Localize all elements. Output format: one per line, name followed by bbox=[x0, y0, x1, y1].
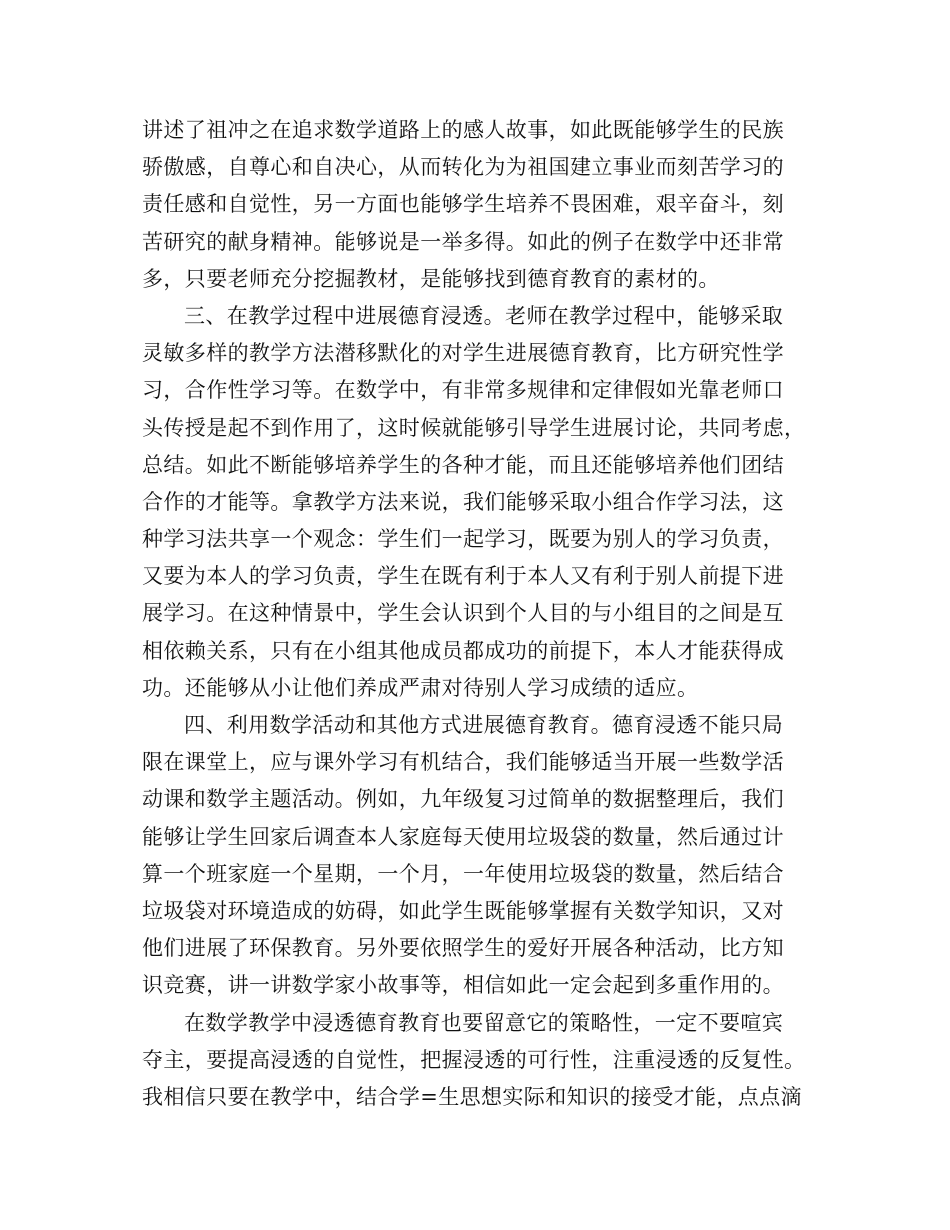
text-line: 功。还能够从小让他们养成严肃对待别人学习成绩的适应。 bbox=[142, 675, 699, 700]
body-text bbox=[142, 112, 822, 1116]
text-line: 算一个班家庭一个星期，一个月，一年使用垃圾袋的数量，然后结合 bbox=[142, 861, 784, 886]
paragraph-start-line: 四、利用数学活动和其他方式进展德育教育。德育浸透不能只局 bbox=[184, 713, 784, 737]
text-line: 种学习法共享一个观念：学生们一起学习，既要为别人的学习负责， bbox=[142, 527, 784, 552]
text-line: 责任感和自觉性，另一方面也能够学生培养不畏困难，艰辛奋斗，刻 bbox=[142, 192, 784, 217]
text-line: 头传授是起不到作用了，这时候就能够引导学生进展讨论，共同考虑， bbox=[142, 415, 806, 440]
text-line: 我相信只要在教学中，结合学=生思想实际和知识的接受才能，点点滴 bbox=[142, 1084, 802, 1109]
text-line: 夺主，要提高浸透的自觉性，把握浸透的可行性，注重浸透的反复性。 bbox=[142, 1047, 806, 1072]
text-line: 能够让学生回家后调查本人家庭每天使用垃圾袋的数量，然后通过计 bbox=[142, 824, 784, 849]
text-line: 骄傲感，自尊心和自决心，从而转化为为祖国建立事业而刻苦学习的 bbox=[142, 155, 784, 180]
text-line: 讲述了祖冲之在追求数学道路上的感人故事，如此既能够学生的民族 bbox=[142, 118, 784, 142]
text-line: 多，只要老师充分挖掘教材，是能够找到德育教育的素材的。 bbox=[142, 266, 720, 291]
text-line: 习，合作性学习等。在数学中，有非常多规律和定律假如光靠老师口 bbox=[142, 378, 784, 403]
paragraph-start-line: 三、在教学过程中进展德育浸透。老师在教学过程中，能够采取 bbox=[184, 303, 784, 328]
text-line: 灵敏多样的教学方法潜移默化的对学生进展德育教育，比方研究性学 bbox=[142, 341, 784, 366]
paragraph-start-line: 在数学教学中浸透德育教育也要留意它的策略性，一定不要喧宾 bbox=[184, 1010, 784, 1035]
text-line: 总结。如此不断能够培养学生的各种才能，而且还能够培养他们团结 bbox=[142, 452, 784, 477]
text-line: 识竞赛，讲一讲数学家小故事等，相信如此一定会起到多重作用的。 bbox=[142, 973, 784, 998]
text-line: 垃圾袋对环境造成的妨碍，如此学生既能够掌握有关数学知识，又对 bbox=[142, 898, 784, 923]
text-line: 限在课堂上，应与课外学习有机结合，我们能够适当开展一些数学活 bbox=[142, 750, 784, 775]
text-line: 动课和数学主题活动。例如，九年级复习过简单的数据整理后，我们 bbox=[142, 787, 784, 812]
text-line: 合作的才能等。拿教学方法来说，我们能够采取小组合作学习法，这 bbox=[142, 489, 784, 514]
text-line: 相依赖关系，只有在小组其他成员都成功的前提下，本人才能获得成 bbox=[142, 638, 784, 663]
text-line: 他们进展了环保教育。另外要依照学生的爱好开展各种活动，比方知 bbox=[142, 936, 784, 961]
text-line: 苦研究的献身精神。能够说是一举多得。如此的例子在数学中还非常 bbox=[142, 229, 784, 254]
text-line: 展学习。在这种情景中，学生会认识到个人目的与小组目的之间是互 bbox=[142, 601, 784, 626]
text-line: 又要为本人的学习负责，学生在既有利于本人又有利于别人前提下进 bbox=[142, 564, 784, 589]
